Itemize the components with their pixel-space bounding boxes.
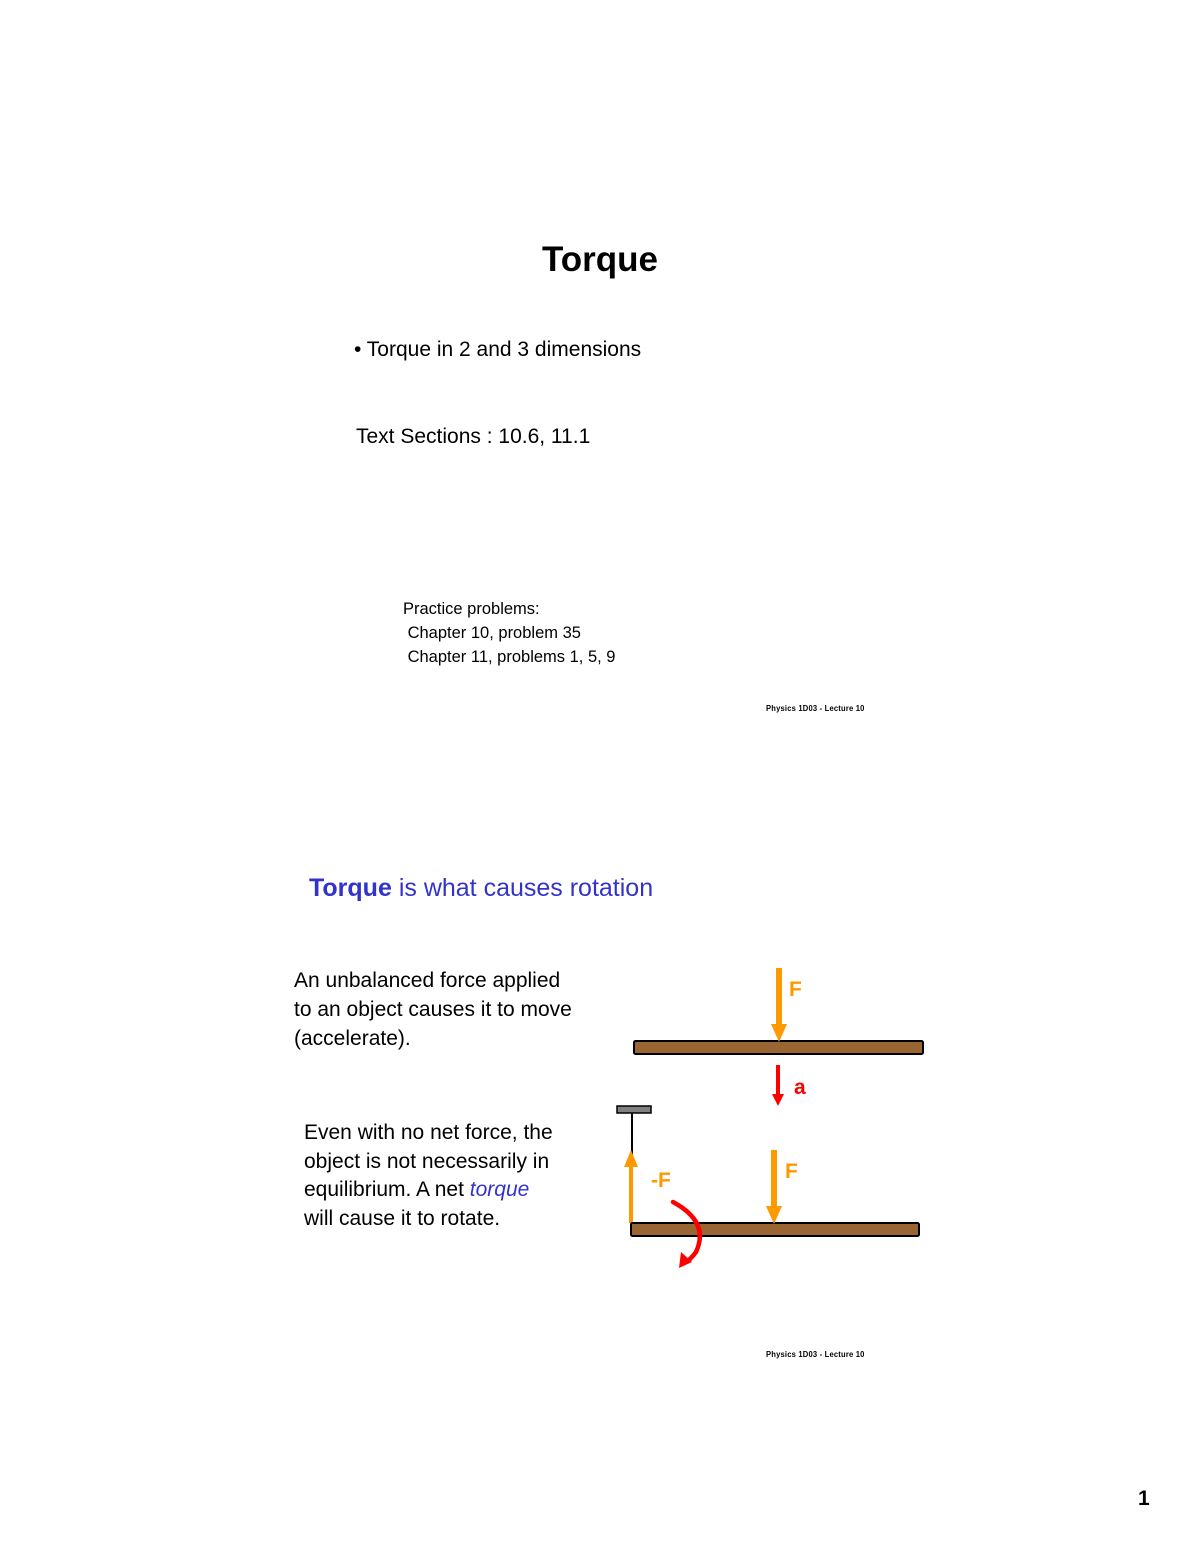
paragraph-text: equilibrium. A net — [304, 1178, 470, 1201]
practice-item: Chapter 10, problem 35 — [403, 624, 581, 642]
applied-force-arrow-icon — [766, 1150, 782, 1224]
slide1-title: Torque — [541, 240, 658, 279]
paragraph-line: An unbalanced force applied — [294, 969, 561, 992]
paragraph-line: will cause it to rotate. — [304, 1206, 501, 1230]
paragraph-line: (accelerate). — [294, 1027, 411, 1050]
slide1-footer: Physics 1D03 - Lecture 10 — [766, 704, 865, 713]
wall-mount — [617, 1106, 651, 1113]
practice-item: Chapter 11, problems 1, 5, 9 — [403, 648, 616, 666]
reaction-force-arrow-icon — [624, 1150, 638, 1223]
acceleration-arrow-icon — [772, 1065, 784, 1106]
bar-top — [634, 1041, 923, 1054]
rotation-diagram — [617, 1106, 919, 1268]
force-label-top: F — [789, 978, 802, 1001]
acceleration-label: a — [794, 1076, 806, 1099]
torque-emphasis: torque — [469, 1178, 530, 1201]
slide1-bullet: • Torque in 2 and 3 dimensions — [354, 338, 642, 361]
reaction-force-label: -F — [651, 1169, 671, 1192]
slide2-title-rest: is what causes rotation — [391, 874, 654, 902]
paragraph-line: Even with no net force, the — [304, 1121, 553, 1144]
practice-heading: Practice problems: — [403, 600, 540, 618]
page-number: 1 — [1138, 1487, 1150, 1510]
force-arrow-icon — [771, 968, 787, 1042]
bar-bottom — [631, 1223, 919, 1236]
text-sections: Text Sections : 10.6, 11.1 — [356, 425, 591, 448]
slide2-footer: Physics 1D03 - Lecture 10 — [766, 1350, 865, 1359]
paragraph-line: object is not necessarily in — [304, 1149, 550, 1173]
slide2-title-bold: Torque — [309, 874, 392, 902]
paragraph-line: to an object causes it to move — [294, 998, 572, 1021]
translation-diagram — [634, 968, 923, 1106]
force-label-bottom: F — [785, 1160, 798, 1183]
